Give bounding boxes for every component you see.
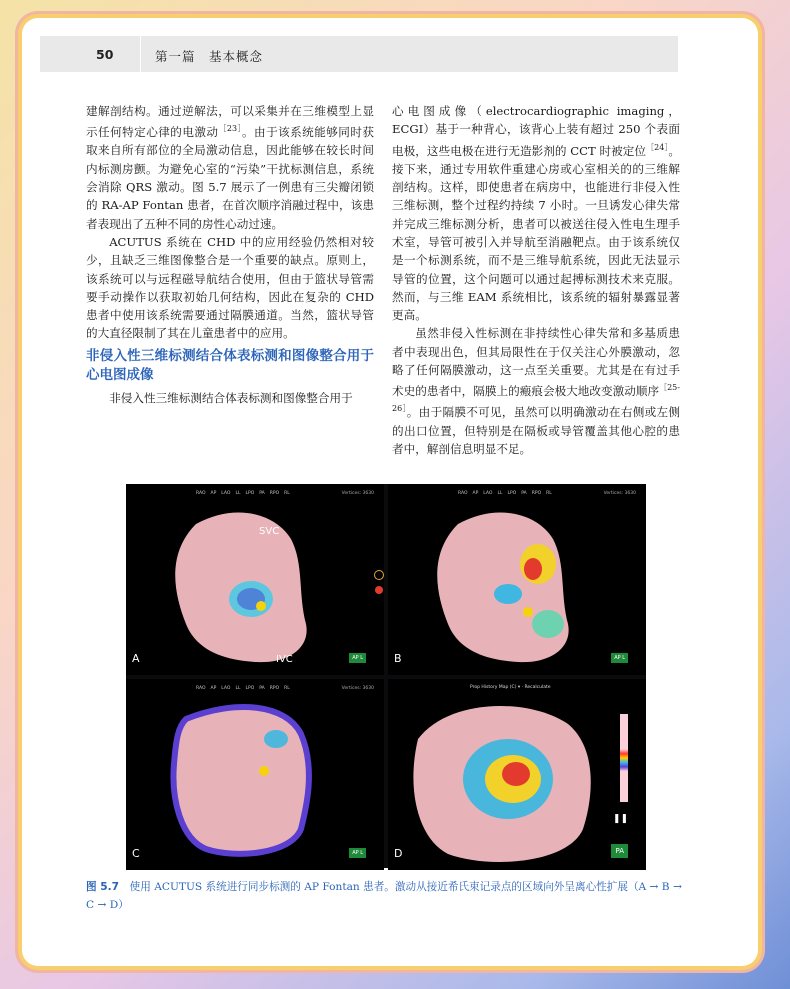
- history-map-dropdown[interactable]: Prop History Map (C) ▾ · Recalculate: [470, 685, 551, 690]
- vertices-readout: Vertices: 3630: [603, 491, 636, 496]
- section-heading: 非侵入性三维标测结合体表标测和图像整合用于心电图成像: [86, 347, 374, 383]
- heart-geometry-c: [126, 679, 384, 870]
- orientation-badge: AP L: [611, 653, 628, 663]
- figure-caption: [86, 878, 686, 914]
- orientation-badge: AP L: [349, 653, 366, 663]
- panel-label: D: [394, 847, 403, 860]
- view-toolbar: RAO AP LAO LL LPO PA RPO RL: [196, 491, 290, 496]
- target-icon[interactable]: [374, 570, 384, 580]
- view-toolbar: RAO AP LAO LL LPO PA RPO RL: [196, 686, 290, 691]
- panel-a: [126, 484, 384, 675]
- header-divider: [140, 36, 141, 72]
- heart-geometry-b: [388, 484, 646, 675]
- citation: ［25-26］: [392, 383, 680, 414]
- orientation-badge: AP L: [349, 848, 366, 858]
- heart-geometry-a: [126, 484, 384, 675]
- marker-icon[interactable]: [375, 586, 383, 594]
- recalculate-button: Recalculate: [524, 685, 551, 690]
- left-paragraph-2: ACUTUS 系统在 CHD 中的应用经验仍然相对较少，且缺乏三维图像整合是一个重要的缺点。原则上，该系统可以与远程磁导航结合使用，但由于篮状导管需要手动操作以获取初始几何结构，因此在复杂的 CHD 患者中使用该系统需要通过隔膜通道。当然，篮状导管的大直径限制了其在儿童患者中的应用。: [86, 234, 374, 341]
- svc-label: SVC: [259, 526, 280, 537]
- panel-label: B: [394, 652, 402, 665]
- view-toolbar: RAO AP LAO LL LPO PA RPO RL: [458, 491, 552, 496]
- right-column: [392, 102, 680, 458]
- pause-icon[interactable]: ❚❚: [612, 814, 628, 824]
- vertices-readout: Vertices: 3630: [341, 686, 374, 691]
- citation: ［23］: [218, 124, 242, 134]
- figure-5-7: [126, 484, 646, 868]
- running-header: [40, 36, 678, 72]
- part-title: 第一篇 基本概念: [155, 49, 264, 64]
- panel-c: [126, 679, 384, 870]
- page-frame: [22, 18, 758, 966]
- left-paragraph-1: 建解剖结构。通过逆解法，可以采集并在三维模型上显示任何特定心律的电激动$^{[23]}$。由于该系统能够同时获取来自所有部位的全局激动信息，因此能够在较长时间内标测房颤。为避免心室的“污染”干扰标测信息，系统会消除 QRS 激动。图 5.7 展示了一例患有三尖瓣闭锁的 RA-AP Fontan 患者，在首次顺序消融过程中，该患者表现出了五种不同的房性心动过速。: [86, 104, 374, 231]
- panel-label: C: [132, 847, 140, 860]
- citation: ［24］: [646, 142, 669, 152]
- side-toolbar: [372, 564, 386, 600]
- left-column: [86, 102, 374, 407]
- left-paragraph-3: 非侵入性三维标测结合体表标测和图像整合用于: [109, 390, 353, 405]
- page-number: 50: [96, 47, 114, 62]
- figure-number: 图 5.7: [86, 881, 120, 893]
- panel-label: A: [132, 652, 140, 665]
- caption-text: 使用 ACUTUS 系统进行同步标测的 AP Fontan 患者。激动从接近希氏束记录点的区域向外呈离心性扩展（A → B → C → D）: [86, 881, 682, 911]
- right-paragraph-1: 心电图成像（electrocardiographic imaging，ECGI）基于一种背心，该背心上装有超过 250 个表面电极，这些电极在进行无造影剂的 CCT 时被定位$^{[24]}$。接下来，通过专用软件重建心房或心室相关的的三维解剖结构。这样，即使患者在病房中，也能进行非侵入性三维标测，整个过程约持续 7 小时。一旦诱发心律失常并完成三维标测分析，患者可以被送往侵入性电生理手术室，导管可被引入并导航至消融靶点。由于该系统仅是一个标测系统，而不是三维导航系统，因此无法显示导管的位置，这个问题可以通过起搏标测技术来克服。然而，与三维 EAM 系统相比，该系统的辐射暴露显著更高。: [392, 104, 680, 323]
- panel-d: [388, 679, 646, 870]
- color-scale-bar: [620, 714, 628, 802]
- panel-b: [388, 484, 646, 675]
- orientation-badge: PA: [611, 844, 628, 858]
- vertices-readout: Vertices: 3630: [341, 491, 374, 496]
- ivc-label: IVC: [276, 654, 293, 665]
- right-paragraph-2: 虽然非侵入性标测在非持续性心律失常和多基质患者中表现出色，但其局限性在于仅关注心外膜激动，忽略了任何隔膜激动，这一点至关重要。尤其是在有过手术史的患者中，隔膜上的瘢痕会极大地改变激动顺序$^{[25-26]}$。由于隔膜不可见，虽然可以明确激动在右侧或左侧的出口位置，但特别是在隔板或导管覆盖其他心腔的患者中，解剖信息明显不足。: [392, 326, 680, 456]
- heart-geometry-d: [388, 679, 646, 870]
